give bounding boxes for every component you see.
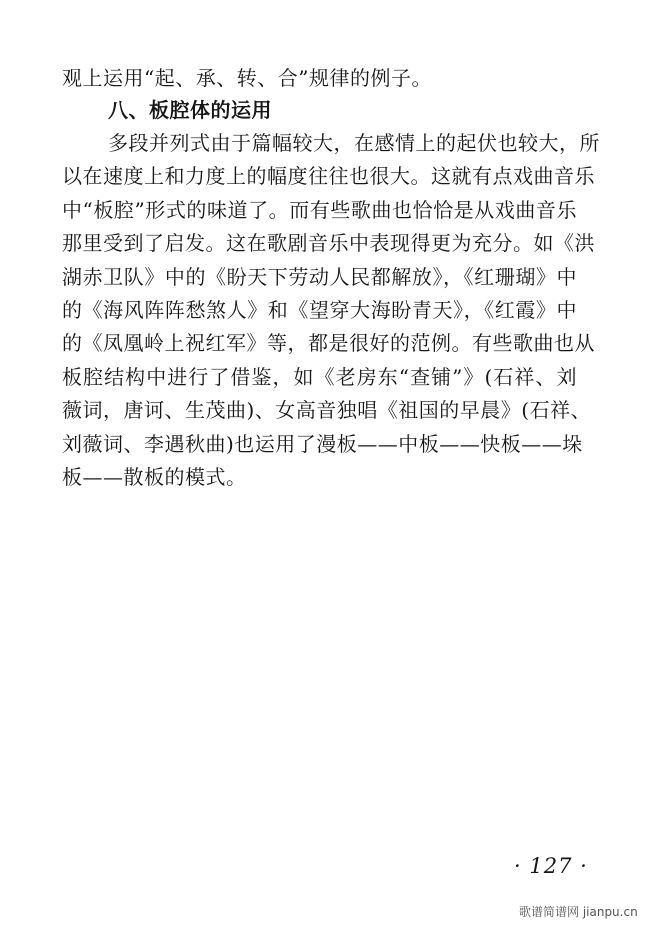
text-line-3: 多段并列式由于篇幅较大，在感情上的起伏也较大，所 xyxy=(108,131,600,155)
text-line-5: 中“板腔”形式的味道了。而有些歌曲也恰恰是从戏曲音乐 xyxy=(62,198,577,222)
text-line-9: 的《凤凰岭上祝红军》等，都是很好的范例。有些歌曲也从 xyxy=(62,331,595,355)
watermark-text: 歌谱简谱网 jianpu.cn xyxy=(519,905,638,919)
text-line-10: 板腔结构中进行了借鉴，如《老房东“查铺”》(石祥、刘 xyxy=(62,365,577,389)
text-line-6: 那里受到了启发。这在歌剧音乐中表现得更为充分。如《洪 xyxy=(62,231,595,255)
text-line-1: 观上运用“起、承、转、合”规律的例子。 xyxy=(62,66,432,90)
page-number: · 127 · xyxy=(514,854,588,878)
text-line-7: 湖赤卫队》中的《盼天下劳动人民都解放》，《红珊瑚》中 xyxy=(62,265,577,289)
section-heading: 八、板腔体的运用 xyxy=(108,98,272,122)
text-line-12: 刘薇词、李遇秋曲)也运用了漫板——中板——快板——垛 xyxy=(62,432,583,456)
text-line-4: 以在速度上和力度上的幅度往往也很大。这就有点戏曲音乐 xyxy=(62,164,595,188)
text-line-13: 板——散板的模式。 xyxy=(62,465,247,489)
text-line-11: 薇词，唐诃、生茂曲)、女高音独唱《祖国的早晨》(石祥、 xyxy=(62,398,592,422)
text-line-8: 的《海风阵阵愁煞人》和《望穿大海盼青天》，《红霞》中 xyxy=(62,298,577,322)
